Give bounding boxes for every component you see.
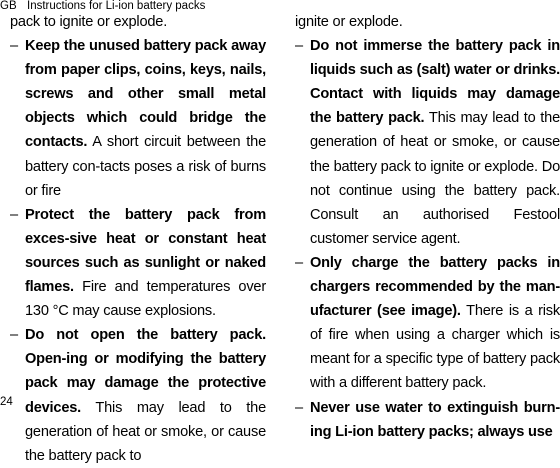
item-text: There is a risk of fire when using a charger which is meant for a specific type of battery pack with a different battery pack.: [310, 303, 560, 392]
list-item: [10, 203, 266, 323]
bullet-dash: –: [10, 38, 18, 55]
bullet-dash: –: [10, 206, 18, 223]
list-item: [10, 323, 266, 468]
continuation-text: pack to ignite or explode.: [10, 14, 168, 30]
bullet-dash: –: [295, 38, 303, 55]
continuation-text: ignite or explode.: [295, 14, 403, 30]
list-item: [295, 396, 560, 444]
item-bold-text: Only charge the battery packs in chargers recommended by the man-ufacturer (see image).: [310, 254, 560, 320]
list-item: [295, 251, 560, 396]
list-item: [295, 34, 560, 251]
item-bold-text: Do not immerse the battery pack in liquids such as (salt) water or drinks. Contact with liquids may damage the battery pack.: [310, 38, 560, 127]
language-code: GB: [0, 0, 17, 12]
header-title: Instructions for Li-ion battery packs: [27, 0, 206, 12]
item-text: A short circuit between the battery con-tacts poses a risk of burns or fire: [25, 134, 266, 199]
item-bold-text: Do not open the battery pack. Open-ing or modifying the battery pack may damage the protective devices.: [25, 327, 266, 416]
item-bold-text: Never use water to extinguish burn-ing Li-ion battery packs; always use: [310, 399, 560, 440]
list-item: [10, 34, 266, 203]
item-text: This may lead to the generation of heat or smoke, or cause the battery pack to ignite or explode. Do not continue using the battery pack. Consult an authorised Festool customer service agent.: [310, 110, 560, 247]
bullet-dash: –: [295, 254, 303, 271]
bullet-dash: –: [295, 399, 303, 416]
right-column: [295, 10, 560, 444]
item-text: Fire and temperatures over 130 °C may cause explosions.: [25, 279, 266, 320]
bullet-dash: –: [10, 327, 18, 344]
left-column: [10, 10, 266, 468]
item-bold-text: Protect the battery pack from exces-sive heat or constant heat sources such as sunlight or naked flames.: [25, 206, 266, 296]
item-text: This may lead to the generation of heat or smoke, or cause the battery pack to: [25, 399, 266, 464]
page-number: 24: [0, 396, 13, 408]
item-bold-text: Keep the unused battery pack away from paper clips, coins, keys, nails, screws and other small metal objects which could bridge the contacts.: [25, 38, 266, 151]
